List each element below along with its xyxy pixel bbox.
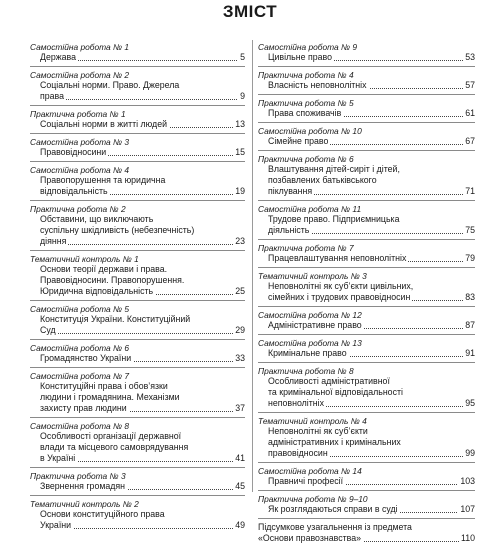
toc-entry-title-line: Конституція України. Конституційний — [40, 314, 191, 324]
toc-entry-title-line — [30, 52, 245, 63]
toc-entry[interactable] — [258, 334, 475, 362]
toc-entry-title-line — [258, 225, 475, 236]
toc-entry[interactable] — [258, 306, 475, 334]
toc-entry[interactable] — [258, 200, 475, 239]
toc-entry-title-line — [30, 325, 245, 336]
toc-entry-label: Самостійна робота № 10 — [258, 126, 362, 136]
toc-page-number: 79 — [465, 253, 475, 263]
toc-entry-title: Кримінальне право — [268, 348, 347, 358]
toc-entry[interactable] — [258, 122, 475, 150]
toc-entry-title: Власність неповнолітніх — [268, 80, 367, 90]
toc-page-number: 99 — [465, 448, 475, 458]
toc-entry-label: Тематичний контроль № 1 — [30, 254, 139, 264]
dot-leader — [50, 60, 245, 61]
toc-entry-title-line: людини і громадянина. Механізми — [40, 392, 180, 402]
toc-entry[interactable] — [258, 362, 475, 412]
toc-entry[interactable] — [30, 66, 245, 105]
toc-page-number: 91 — [465, 348, 475, 358]
toc-entry-title-line — [30, 353, 245, 364]
toc-column-left — [30, 40, 245, 534]
toc-entry[interactable] — [30, 40, 245, 66]
toc-entry-title-line — [258, 108, 475, 119]
toc-entry-title: захисту прав людини — [40, 403, 127, 413]
toc-entry-title: Працевлаштування неповнолітніх — [268, 253, 407, 263]
toc-entry-title-line: влади та місцевого самоврядування — [40, 442, 189, 452]
toc-entry-title-line: суспільну шкідливість (небезпечність) — [40, 225, 195, 235]
toc-entry-label: Самостійна робота № 13 — [258, 338, 362, 348]
toc-entry-title-line: Основи конституційного права — [40, 509, 165, 519]
toc-entry-label: Самостійна робота № 9 — [258, 42, 358, 52]
toc-page-number: 53 — [465, 52, 475, 62]
toc-entry-title-line — [30, 520, 245, 531]
toc-entry[interactable] — [30, 467, 245, 495]
toc-page-number: 87 — [465, 320, 475, 330]
toc-entry-title-line: Підсумкове узагальнення із предмета — [258, 522, 412, 532]
toc-entry-title: Звернення громадян — [40, 481, 126, 491]
toc-entry-label: Самостійна робота № 12 — [258, 310, 362, 320]
toc-entry-label: Тематичний контроль № 4 — [258, 416, 367, 426]
toc-entry-title: Держава — [40, 52, 76, 62]
toc-entry-title: права — [40, 91, 65, 101]
toc-entry-label: Самостійна робота № 11 — [258, 204, 362, 214]
toc-entry-title: Цивільне право — [268, 52, 332, 62]
toc-entry-title-line — [258, 186, 475, 197]
toc-page-number: 33 — [235, 353, 245, 363]
toc-entry[interactable] — [30, 339, 245, 367]
toc-entry[interactable] — [30, 300, 245, 339]
toc-entry-title-line — [258, 476, 475, 487]
toc-page-number: 5 — [240, 52, 245, 62]
toc-page-number: 95 — [465, 398, 475, 408]
toc-entry-title: діяння — [40, 236, 67, 246]
toc-entry-title-line — [258, 398, 475, 409]
toc-entry-title: піклування — [268, 186, 313, 196]
toc-entry-title-line — [30, 91, 245, 102]
toc-entry[interactable] — [258, 518, 475, 547]
toc-entry-label: Практична робота № 6 — [258, 154, 354, 164]
toc-entry-title-line: Трудове право. Підприємницька — [268, 214, 400, 224]
toc-entry-title: діяльність — [268, 225, 310, 235]
toc-entry-title-line: Правовідносини. Правопорушення. — [40, 275, 185, 285]
toc-page-number: 15 — [235, 147, 245, 157]
toc-entry-label: Практична робота № 1 — [30, 109, 126, 119]
toc-entry-title: Сімейне право — [268, 136, 329, 146]
toc-entry[interactable] — [258, 239, 475, 267]
toc-page-number: 103 — [460, 476, 475, 486]
toc-entry-title: відповідальність — [40, 186, 108, 196]
toc-entry-title-line — [258, 80, 475, 91]
toc-entry-title: в Україні — [40, 453, 76, 463]
toc-page-number: 23 — [235, 236, 245, 246]
toc-entry-label: Самостійна робота № 2 — [30, 70, 130, 80]
toc-entry-label: Практична робота № 4 — [258, 70, 354, 80]
toc-entry-title-line: Неповнолітні як суб’єкти цивільних, — [268, 281, 414, 291]
toc-entry-title-line — [258, 320, 475, 331]
toc-entry[interactable] — [30, 250, 245, 300]
toc-entry-title-line: Влаштування дітей-сиріт і дітей, — [268, 164, 400, 174]
toc-entry[interactable] — [258, 150, 475, 200]
toc-entry-title: Як розглядаються справи в суді — [268, 504, 398, 514]
toc-entry-title-line — [258, 253, 475, 264]
toc-page-number: 37 — [235, 403, 245, 413]
toc-entry-title-line: Правопорушення та юридична — [40, 175, 166, 185]
toc-entry-label: Самостійна робота № 5 — [30, 304, 130, 314]
toc-entry[interactable] — [258, 462, 475, 490]
toc-entry-label: Тематичний контроль № 2 — [30, 499, 139, 509]
toc-entry-title-line — [30, 147, 245, 158]
toc-page-number: 25 — [235, 286, 245, 296]
toc-entry-title: України — [40, 520, 72, 530]
toc-entry-title-line — [258, 136, 475, 147]
toc-entry-title: правовідносин — [268, 448, 328, 458]
toc-entry-title: неповнолітніх — [268, 398, 324, 408]
toc-entry-title-line: Основи теорії держави і права. — [40, 264, 168, 274]
toc-entry[interactable] — [30, 105, 245, 133]
toc-entry-title-line: адміністративних і кримінальних — [268, 437, 401, 447]
toc-page-number: 83 — [465, 292, 475, 302]
toc-entry-label: Самостійна робота № 6 — [30, 343, 130, 353]
toc-entry[interactable] — [258, 66, 475, 94]
toc-entry-title: сімейних і трудових правовідносин — [268, 292, 411, 302]
toc-page-number: 13 — [235, 119, 245, 129]
toc-entry[interactable] — [258, 412, 475, 462]
toc-entry-title-line — [258, 348, 475, 359]
dot-leader — [50, 244, 245, 245]
toc-page-number: 41 — [235, 453, 245, 463]
toc-entry-title-line — [258, 292, 475, 303]
dot-leader — [50, 99, 245, 100]
toc-entry-title-line — [258, 52, 475, 63]
dot-leader — [50, 461, 245, 462]
toc-entry[interactable] — [30, 367, 245, 417]
toc-page-number: 75 — [465, 225, 475, 235]
toc-entry-title-line — [30, 481, 245, 492]
toc-entry-title-line: та кримінальної відповідальності — [268, 387, 403, 397]
toc-entry-title-line: Неповнолітні як суб’єкти — [268, 426, 368, 436]
toc-entry-label: Самостійна робота № 1 — [30, 42, 130, 52]
toc-page-number: 110 — [460, 533, 475, 543]
toc-entry[interactable] — [258, 267, 475, 306]
toc-entry-title-line — [30, 453, 245, 464]
toc-entry-title-line — [258, 504, 475, 515]
toc-entry-label: Практична робота № 9–10 — [258, 494, 368, 504]
toc-entry-title-line: позбавлених батьківського — [268, 175, 377, 185]
toc-page-number: 67 — [465, 136, 475, 146]
toc-entry[interactable] — [30, 200, 245, 250]
dot-leader — [50, 333, 245, 334]
toc-page-number: 9 — [240, 91, 245, 101]
toc-entry-label: Практична робота № 8 — [258, 366, 354, 376]
toc-page-number: 107 — [460, 504, 475, 514]
toc-entry-label: Самостійна робота № 4 — [30, 165, 130, 175]
column-divider — [252, 40, 253, 492]
toc-entry-label: Самостійна робота № 3 — [30, 137, 130, 147]
toc-entry-title-line: Особливості організації державної — [40, 431, 182, 441]
toc-entry[interactable] — [30, 161, 245, 200]
toc-entry-label: Самостійна робота № 7 — [30, 371, 130, 381]
dot-leader — [50, 528, 245, 529]
toc-entry-title-line — [258, 533, 475, 544]
toc-entry[interactable] — [30, 133, 245, 161]
toc-entry-title: Суд — [40, 325, 56, 335]
toc-entry-title-line — [30, 403, 245, 414]
toc-entry-title: Юридична відповідальність — [40, 286, 154, 296]
toc-entry[interactable] — [30, 495, 245, 534]
toc-entry-title-line: Особливості адміністративної — [268, 376, 390, 386]
toc-entry[interactable] — [258, 40, 475, 66]
toc-entry-label: Практична робота № 5 — [258, 98, 354, 108]
toc-entry-title: Громадянство України — [40, 353, 132, 363]
page-title: ЗМІСТ — [222, 2, 278, 21]
toc-page-number: 29 — [235, 325, 245, 335]
toc-page-number: 57 — [465, 80, 475, 90]
toc-entry-title-line — [30, 286, 245, 297]
toc-page-number: 49 — [235, 520, 245, 530]
toc-entry-title: «Основи правознавства» — [258, 533, 361, 543]
toc-entry[interactable] — [258, 490, 475, 518]
toc-entry-label: Самостійна робота № 14 — [258, 466, 362, 476]
toc-entry-title-line — [30, 236, 245, 247]
toc-entry-title-line: Конституційні права і обов’язки — [40, 381, 168, 391]
toc-entry-label: Тематичний контроль № 3 — [258, 271, 367, 281]
toc-entry-title: Правничі професії — [268, 476, 344, 486]
toc-entry[interactable] — [30, 417, 245, 467]
toc-entry-title-line — [30, 119, 245, 130]
toc-entry-title-line: Обставини, що виключають — [40, 214, 154, 224]
toc-entry-title-line — [30, 186, 245, 197]
toc-page-number: 45 — [235, 481, 245, 491]
toc-entry-title-line — [258, 448, 475, 459]
toc-entry-label: Практична робота № 2 — [30, 204, 126, 214]
toc-entry[interactable] — [258, 94, 475, 122]
toc-entry-title: Правовідносини — [40, 147, 107, 157]
toc-entry-label: Практична робота № 3 — [30, 471, 126, 481]
toc-page-number: 61 — [465, 108, 475, 118]
toc-column-right — [258, 40, 475, 547]
toc-entry-title: Права споживачів — [268, 108, 342, 118]
toc-page-number: 71 — [465, 186, 475, 196]
toc-entry-title: Адміністративне право — [268, 320, 362, 330]
toc-entry-title: Соціальні норми в житті людей — [40, 119, 168, 129]
toc-entry-title-line: Соціальні норми. Право. Джерела — [40, 80, 180, 90]
toc-entry-label: Практична робота № 7 — [258, 243, 354, 253]
toc-page-number: 19 — [235, 186, 245, 196]
toc-entry-label: Самостійна робота № 8 — [30, 421, 130, 431]
